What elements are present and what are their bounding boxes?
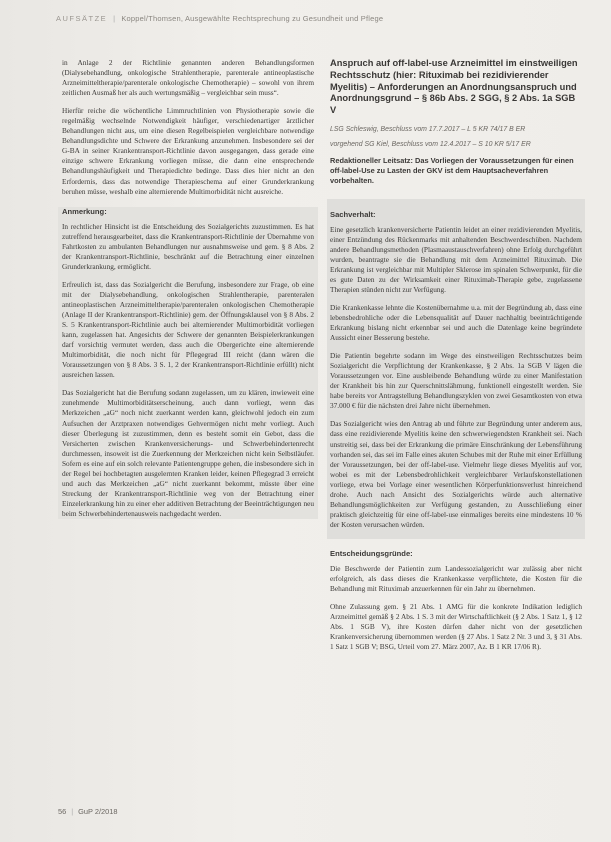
facts-heading: Sachverhalt: xyxy=(330,209,376,219)
facts-paragraph: Die Krankenkasse lehnte die Kostenübernahme u.a. mit der Begründung ab, dass eine lebensbedrohliche oder die Lebensqualität auf Dauer nachhaltig beeinträchtigende Erkrankung bislang nicht erkennbar sei und auch die Datenlage keine begründete Aussicht einer Besserung bestehe. xyxy=(330,302,582,343)
footer-separator: | xyxy=(71,807,74,816)
annotation-heading: Anmerkung: xyxy=(62,206,107,216)
reasons-paragraph: Ohne Zulassung gem. § 21 Abs. 1 AMG für die konkrete Indikation lediglich Arzneimittel gemäß § 2 Abs. 1 S. 3 mit der Wirtschaftlichkeit (§ 2 Abs. 1 Satz 1, § 12 Abs. 1 SGB V), ihre Kosten dürfen daher nicht von der gesetzlichen Krankenversicherung übernommen werden (§ 27 Abs. 1 Satz 2 Nr. 3 und 3, § 31 Abs. 1 Satz 1 SGB V; BSG, Urteil vom 27. März 2007, Az. B 1 KR 17/06 R). xyxy=(330,602,582,652)
facts-section xyxy=(327,199,585,539)
facts-paragraph: Eine gesetzlich krankenversicherte Patientin leidet an einer rezidivierenden Myelitis, einer Entzündung des Rückenmarks mit anhaltenden Beschwerdeschüben. Nachdem andere Behandlungsmethoden (Plasmaaustauschverfahren) ohne Erfolg durchgeführt wurden, beantragte sie die Behandlung mit dem Arzneimittel Rituximab. Die Erkrankung ist vergleichbar mit Multipler Sklerose im spinalen Schwerpunkt, für die es gute Daten zu der Wirksamkeit einer Rituximab-Therapie gebe, zugelassene Therapien stünden nicht zur Verfügung. xyxy=(330,224,582,294)
case-title: Anspruch auf off-label-use Arzneimittel im einstweiligen Rechtsschutz (hier: Rituximab bei rezidivierender Myelitis) – Anforderungen an Anordnungsanspruch und Anordnungsgrund – § 86b Abs. 2 SGG, § 2 Abs. 1a SGB V xyxy=(330,58,578,116)
annotation-paragraph: Erfreulich ist, dass das Sozialgericht die Berufung, insbesondere zur Frage, ob eine mit der Dialysebehandlung, onkologischen Strahlentherapie, parenteralen antineoplastischen Arzneimitteltherapie/parenteralen onkologischen Chemotherapie (Anlage II der Krankentransport-Richtlinie) gem. der Öffnungsklausel von § 8 Abs. 2 S. 5 Krankentransport-Richtlinie auch bei alternierender Multimorbidität vorliegen kann, zugelassen hat. Angesichts der Schwere der genannten Beispielerkrankungen darf vorsichtig vermutet werden, dass auch die Obergerichte eine alternierende Multimorbidität, die noch nicht für Pflegegrad III reicht (dann wären die Voraussetzungen von § 8 Abs. 3 S. 1, 2 der Krankentransport-Richtlinie erfüllt) nicht ausreichen lassen. xyxy=(62,279,314,380)
left-column xyxy=(62,58,314,527)
annotation-paragraph: In rechtlicher Hinsicht ist die Entscheidung des Sozialgerichts zuzustimmen. Es hat zutreffend herausgearbeitet, dass die Krankentransport-Richtlinie der Übernahme von Fahrtkosten zu ambulanten Behandlungen nur ausnahmsweise und gem. § 8 Abs. 2 der Krankentransport-Richtlinie, beschränkt auf die Betrachtung einer einzelnen Grunderkrankung, ermöglicht. xyxy=(62,221,314,271)
page-number: 56 xyxy=(58,807,67,816)
facts-paragraph: Die Patientin begehrte sodann im Wege des einstweiligen Rechtsschutzes beim Sozialgericht die Verpflichtung der Krankenkasse, § 2 Abs. 1a SGB V lägen die Voraussetzungen vor. Eine ausbleibende Behandlung würde zu einer Manifestation der Krankheit bis hin zur Querschnittslähmung, funktionell eingestellt werden. Sie habe bereits vor Antragstellung Behandlungszyklen von zwei Gesamtkosten von etwa 37.000 € für die nächsten drei Jahre nicht übernehmen. xyxy=(330,351,582,411)
running-title: Koppel/Thomsen, Ausgewählte Rechtsprechung zu Gesundheit und Pflege xyxy=(121,14,384,23)
guiding-principle: Redaktioneller Leitsatz: Das Vorliegen der Voraussetzungen für einen off-label-Use zu Lasten der GKV ist dem Hauptsacheverfahren vorbehalten. xyxy=(330,155,574,186)
annotation-paragraph: Das Sozialgericht hat die Berufung sodann zugelassen, um zu klären, inwieweit eine zunehmende Multimorbiditätserscheinung, auch dann vorliegt, wenn das Merkzeichen „aG“ noch nicht zuerkannt werden kann, gleichwohl jedoch ein zum Aufsuchen der Arztpraxen notwendiges Gehvermögen nicht mehr vorliegt. Auch dieser Überlegung ist zuzustimmen, denn es besteht somit ein Gebot, dass die Versicherten zwischen Krankenversicherungs- und Schwerbehindertenrecht durchmessen, insoweit ist die Zuerkennung der Merkzeichen nicht kein Selbstläufer. Sofern es eine auf ein solch relevante Patientengruppe gehen, die insbesondere sich in der Regel bei hochbetagten ausgelernten Kranken leider, keinen Pflegegrad 3 erreicht und auch das Merkzeichen „aG“ nicht zuerkannt bekommt, müsste über eine Streckung der Krankentransport-Richtlinie weg von der Betrachtung einer Einzelerkrankung hin zu einer eher additiven Betrachtung der Beeinträchtigungen neu beim Schwerbehindertenausweis nachgedacht werden. xyxy=(62,388,314,518)
right-column xyxy=(330,58,582,660)
journal-issue: GuP 2/2018 xyxy=(78,807,118,816)
reasons-paragraph: Die Beschwerde der Patientin zum Landessozialgericht war zulässig aber nicht erfolgreich, als dass dieses die Krankenkasse verpflichtete, die Kosten für die Behandlung mit Rituximab anzuerkennen für ein Jahr zu übernehmen. xyxy=(330,564,582,594)
left-paragraph: Hierfür reiche die wöchentliche Limmruchtlinien von Physiotherapie sowie die regelmäßig wechselnde Notwendigkeit häufiger, verschiedenartiger ärztlicher Behandlungen nicht aus, um eine diesen Regelbeispielen vergleichbare notwendige Behandlungsdichte und Schwere der Erkrankung anzunehmen. Insbesondere sei der G-BA in seiner Krankentransport-Richtlinie davon ausgegangen, dass gerade eine einzige schwere Erkrankung vorliegen müsse, die dann eine entsprechende Behandlungshäufigkeit und Therapiedichte bedinge. Dass dies hier nicht an den Erfordernis, dass das notwendige Therapieschema auf einer Grunderkrankung beruhen müsse, weshalb eine alternierende Multimorbidität nicht ausreiche. xyxy=(62,106,314,196)
court-citation: LSG Schleswig, Beschluss vom 17.7.2017 – L 5 KR 74/17 B ER xyxy=(330,125,526,133)
reasons-heading: Entscheidungsgründe: xyxy=(330,548,413,558)
page-footer xyxy=(58,807,117,816)
facts-paragraph: Das Sozialgericht wies den Antrag ab und führte zur Begründung unter anderem aus, dass eine rezidivierende Myelitis keine den schwerwiegendsten Krankheit sei. Nach unstreitig sei, dass bei der Erkrankung die primäre Einschränkung der Lebensführung vorhanden sei, das sei im Falle eines akuten Schubes mit der Ruhe mit einer Erfüllung der Voraussetzungen, bei der off-label-use. Vielmehr liege dieses Myelitis auf vor, wobei es mit der Lebensbedrohlichkeit vergleichbarer Verlaufskonstellationen vorliege, etwa bei Vorlage einer wesentlichen Körperfunktionsverlust hinreichend drohe. Auch nach Ansicht des Sozialgerichts würde auch alternative Behandlungsmöglichkeiten zur Verfügung gestanden, zu Ausschließung einer praktisch gleichzeitig für eine off-label-use einmaliges bereits eine mindestens 10 % der Kosten verursachen würden. xyxy=(330,419,582,529)
left-paragraph: in Anlage 2 der Richtlinie genannten anderen Behandlungsformen (Dialysebehandlung, onkologische Strahlentherapie, parenterale antineoplastische Arzneimitteltherapie/parenterale onkologische Chemotherapie) – sowohl von ihrem zeitlichen Ausmaß her als auch wertungsmäßig – vergleichbar sein muss“. xyxy=(62,58,314,98)
running-header xyxy=(56,14,576,28)
annotation-box xyxy=(58,207,318,519)
header-separator: | xyxy=(113,14,116,23)
prior-court-citation: vorgehend SG Kiel, Beschluss vom 12.4.2017 – S 10 KR 5/17 ER xyxy=(330,141,531,149)
section-label: AUFSÄTZE xyxy=(56,14,108,23)
